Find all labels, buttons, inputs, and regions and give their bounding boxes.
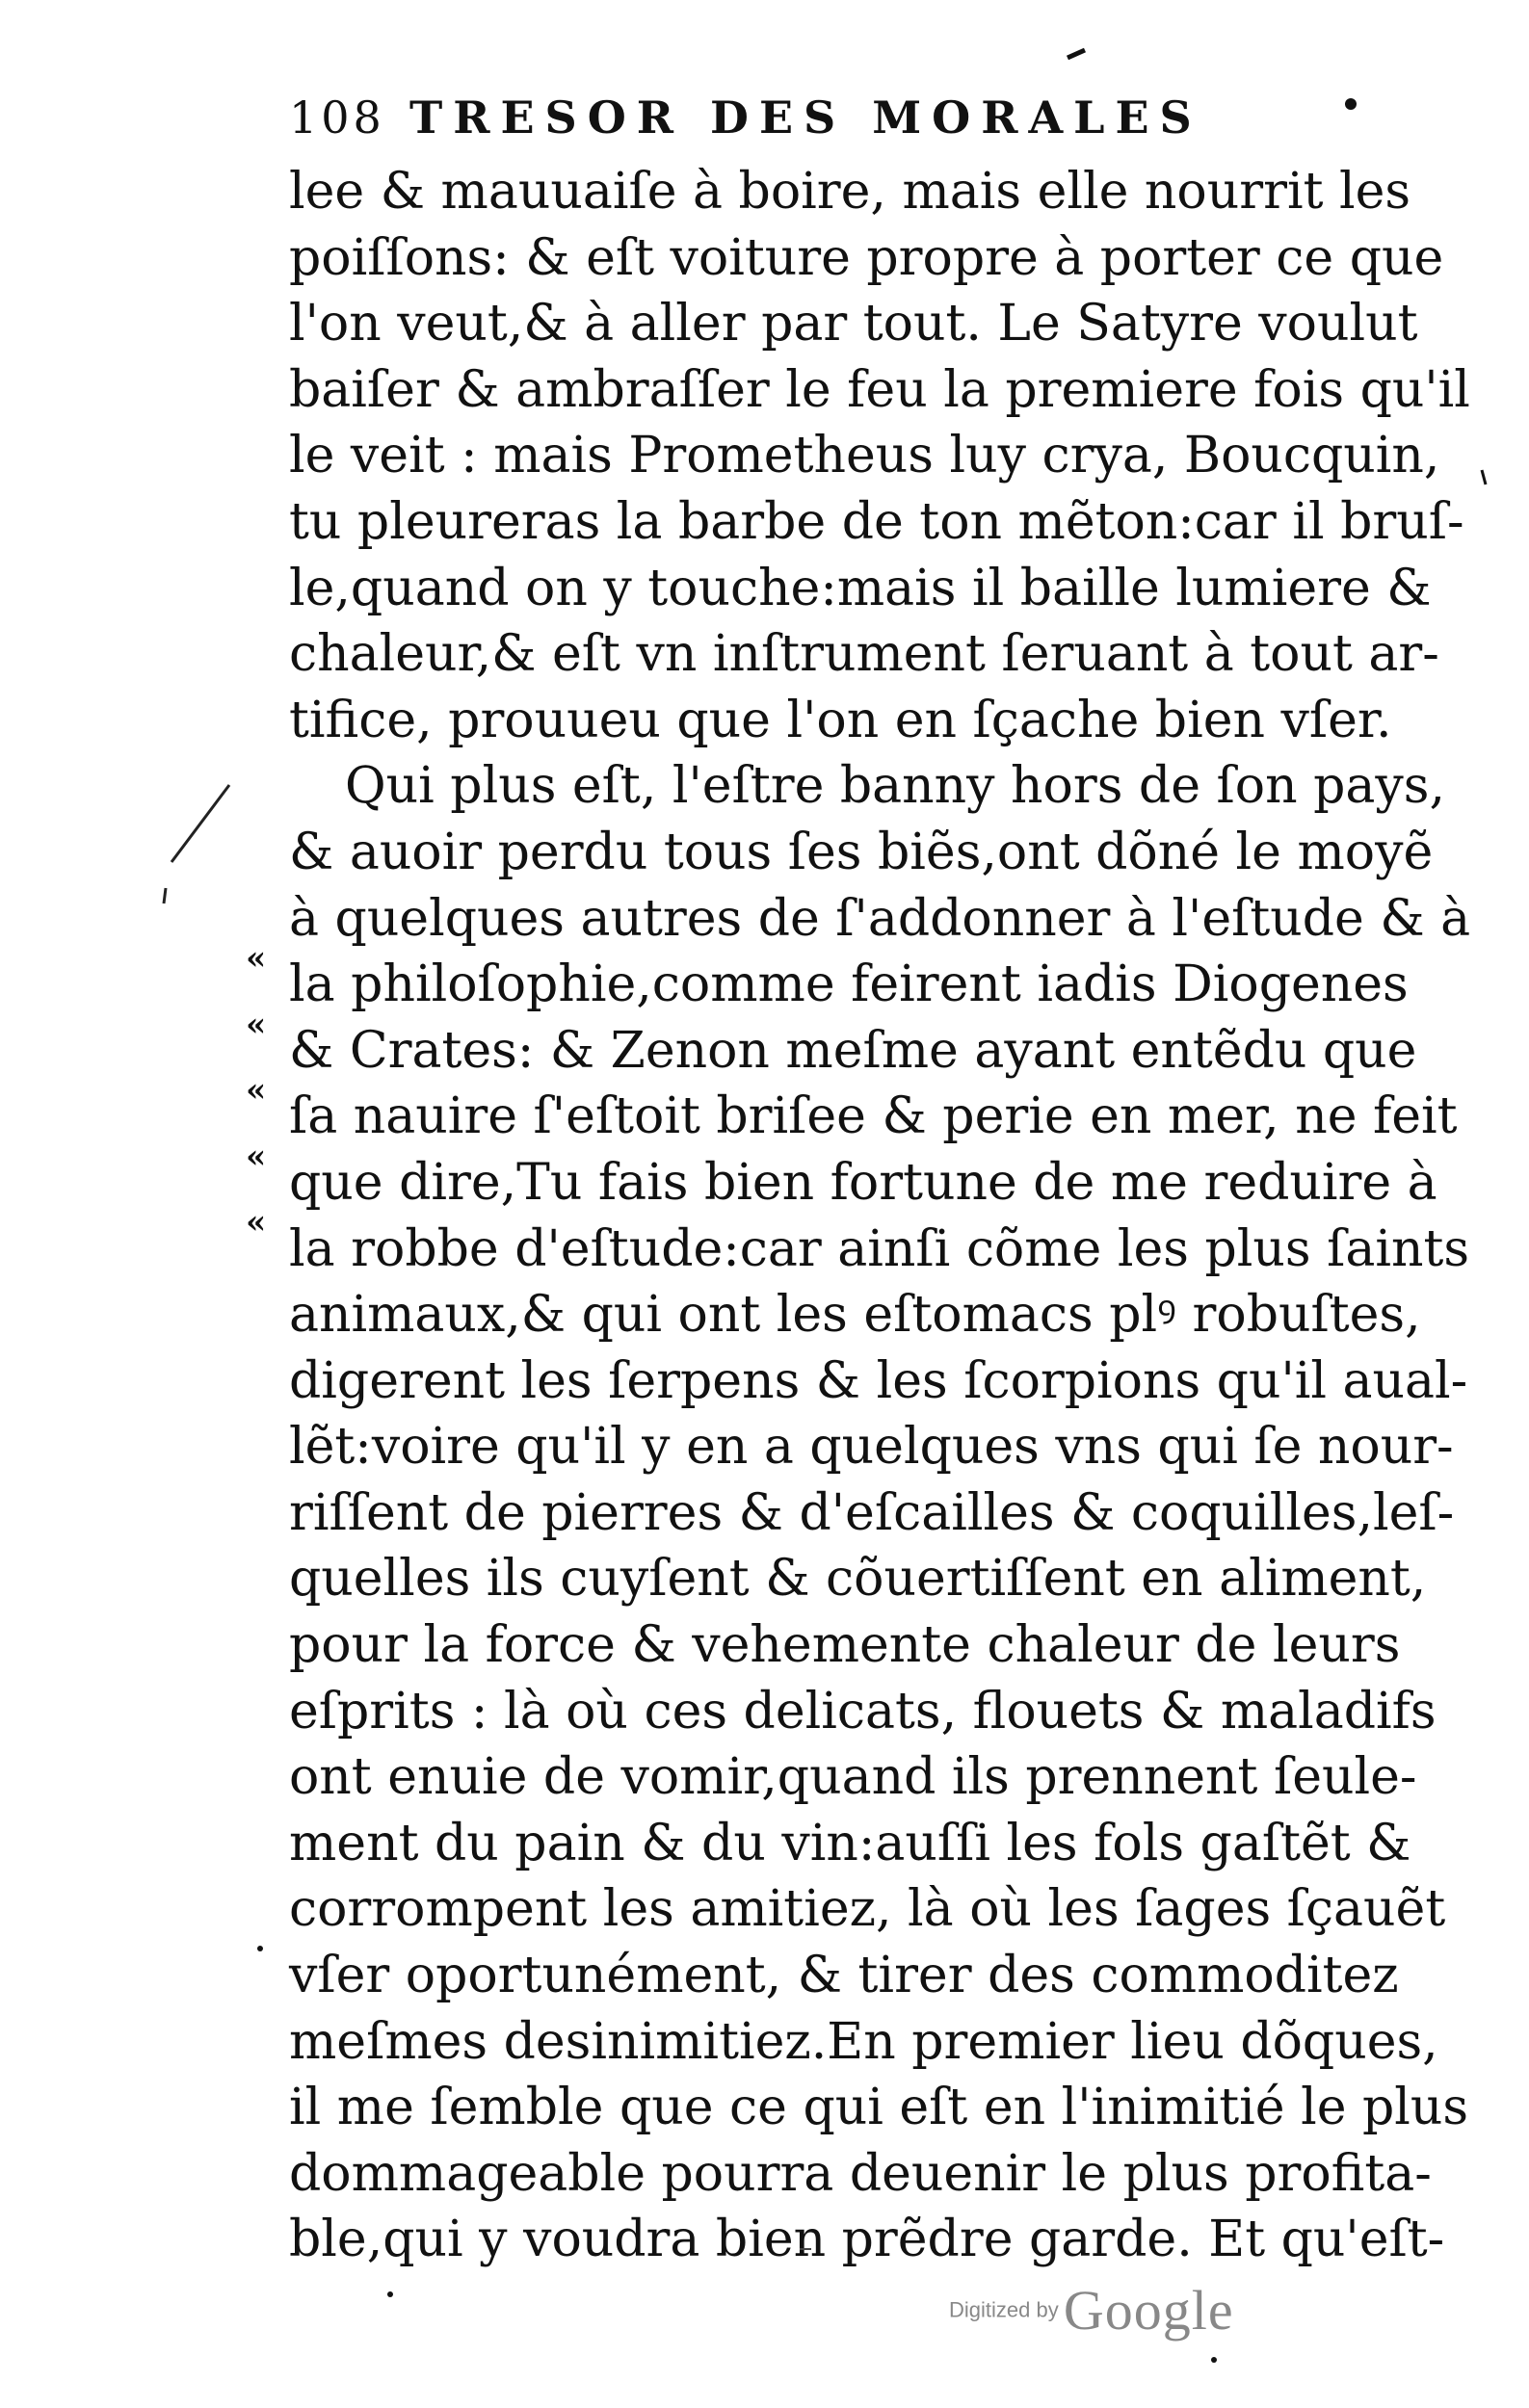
text-line: il me ſemble que ce qui eſt en l'inimitié le plus	[289, 2079, 1469, 2137]
text-line: tu pleureras la barbe de ton mẽton:car il bruſ-	[289, 492, 1464, 551]
running-title: TRESOR DES MORALES	[409, 92, 1202, 144]
text-line: chaleur,& eſt vn inſtrument ſeruant à tout ar-	[289, 625, 1439, 684]
marginal-pen-stroke	[162, 780, 249, 905]
page-header	[289, 92, 1202, 159]
quote-mark: «	[246, 1137, 267, 1176]
quote-mark: «	[246, 939, 267, 978]
digitized-by-google-watermark	[949, 2278, 1234, 2343]
text-line: & Crates: & Zenon meſme ayant entẽdu que	[289, 1021, 1417, 1080]
quote-mark: «	[246, 1203, 267, 1243]
text-line: la philoſophie,comme feirent iadis Diogenes	[289, 955, 1409, 1014]
text-line: ſa nauire ſ'eſtoit briſee & perie en mer, ne feit	[289, 1087, 1458, 1146]
text-line: la robbe d'eſtude:car ainſi cõme les plus ſaints	[289, 1219, 1470, 1278]
text-line: lẽt:voire qu'il y en a quelques vns qui ſe nour-	[289, 1418, 1454, 1477]
text-line: animaux,& qui ont les eſtomacs plꝰ robuſtes,	[289, 1286, 1421, 1345]
text-line: riſſent de pierres & d'eſcailles & coquilles,leſ-	[289, 1483, 1455, 1542]
text-line: dommageable pourra deuenir le plus profita-	[289, 2144, 1432, 2203]
text-line: le,quand on y touche:mais il baille lumiere &	[289, 559, 1432, 617]
text-line: le veit : mais Prometheus luy crya, Boucquin,	[289, 427, 1440, 485]
text-line: poiſſons: & eſt voiture propre à porter ce que	[289, 228, 1444, 287]
quote-mark: «	[246, 1005, 267, 1044]
google-wordmark: Google	[1063, 2279, 1234, 2342]
digitized-label: Digitized by	[949, 2297, 1059, 2322]
paragraph-start-line: Qui plus eſt, l'eſtre banny hors de ſon pays,	[345, 757, 1445, 816]
text-line: & auoir perdu tous ſes biẽs,ont dõné le moyẽ	[289, 823, 1434, 881]
text-line: à quelques autres de ſ'addonner à l'eſtude & à	[289, 889, 1471, 948]
text-line: corrompent les amitiez, là où les ſages ſçauẽt	[289, 1880, 1446, 1939]
quote-mark: «	[246, 1071, 267, 1111]
text-line: eſprits : là où ces delicats, flouets & maladifs	[289, 1682, 1437, 1741]
text-line: ment du pain & du vin:auſſi les fols gaſtẽt &	[289, 1814, 1411, 1872]
marginal-quote-marks	[246, 926, 284, 1256]
text-line: quelles ils cuyſent & cõuertiſſent en aliment,	[289, 1550, 1427, 1609]
text-line: lee & mauuaiſe à boire, mais elle nourrit les	[289, 163, 1411, 221]
body-text	[289, 159, 1471, 2273]
text-line: ble,qui y voudra bien prẽdre garde. Et qu'eſt-	[289, 2211, 1445, 2269]
text-line: que dire,Tu fais bien fortune de me reduire à	[289, 1153, 1437, 1212]
text-line: ont enuie de vomir,quand ils prennent ſeule-	[289, 1748, 1417, 1807]
text-line: l'on veut,& à aller par tout. Le Satyre voulut	[289, 295, 1418, 353]
text-line: meſmes desinimitiez.En premier lieu dõques,	[289, 2012, 1438, 2071]
page-number: 108	[289, 92, 385, 144]
text-line: vſer oportunément, & tirer des commoditez	[289, 1947, 1399, 2005]
text-line: tifice, prouueu que l'on en ſçache bien vſer.	[289, 691, 1392, 749]
text-line: baiſer & ambraſſer le feu la premiere fois qu'il	[289, 360, 1470, 419]
text-line: digerent les ſerpens & les ſcorpions qu'il aual-	[289, 1351, 1468, 1410]
text-line: pour la force & vehemente chaleur de leurs	[289, 1616, 1401, 1675]
